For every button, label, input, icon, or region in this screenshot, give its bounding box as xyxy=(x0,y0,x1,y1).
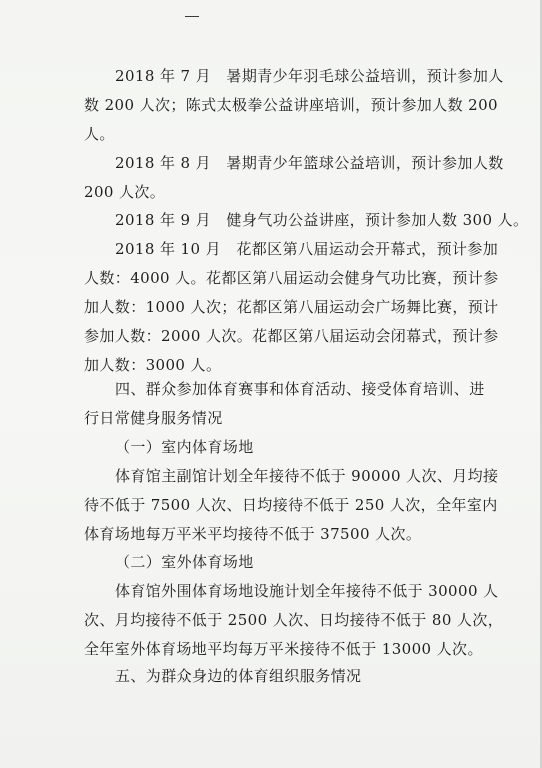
subheading-outdoor xyxy=(0,548,542,577)
paragraph-august xyxy=(0,149,542,207)
paragraph-july xyxy=(0,62,542,149)
text-line: 2018 年 7 月 暑期青少年羽毛球公益培训，预计参加人 xyxy=(115,67,504,85)
text-line: 体育馆主副馆计划全年接待不低于 90000 人次、月均接 xyxy=(115,467,499,485)
text-line: 200 人次。 xyxy=(84,183,166,201)
text-line: 数 200 人次；陈式太极拳公益讲座培训，预计参加人数 200 xyxy=(84,96,498,114)
section-heading-five xyxy=(0,662,542,691)
text-line: 加人数：3000 人。 xyxy=(84,356,222,374)
text-line: （二）室外体育场地 xyxy=(115,553,254,571)
text-line: （一）室内体育场地 xyxy=(115,438,254,456)
text-line: 全年室外体育场地平均每万平米接待不低于 13000 人次。 xyxy=(84,640,483,658)
paragraph-september xyxy=(0,206,542,235)
text-line: 2018 年 8 月 暑期青少年篮球公益培训，预计参加人数 xyxy=(115,154,504,172)
section-heading-four xyxy=(0,375,542,433)
text-line: 待不低于 7500 人次、日均接待不低于 250 人次，全年室内 xyxy=(84,496,498,514)
text-line: 2018 年 9 月 健身气功公益讲座，预计参加人数 300 人。 xyxy=(115,211,529,229)
paragraph-october xyxy=(0,235,542,380)
text-line: 体育馆外围体育场地设施计划全年接待不低于 30000 人 xyxy=(115,582,499,600)
text-line: 人。 xyxy=(84,125,115,143)
text-line: 2018 年 10 月 花都区第八届运动会开幕式，预计参加 xyxy=(115,240,499,258)
text-line: 参加人数：2000 人次。花都区第八届运动会闭幕式，预计参 xyxy=(84,327,499,345)
text-line: 体育场地每万平米平均接待不低于 37500 人次。 xyxy=(84,525,422,543)
text-line: 人数：4000 人。花都区第八届运动会健身气功比赛，预计参 xyxy=(84,269,499,287)
text-line: 行日常健身服务情况 xyxy=(84,409,223,427)
text-line: 加人数：1000 人次；花都区第八届运动会广场舞比赛，预计 xyxy=(84,298,499,316)
paragraph-outdoor xyxy=(0,577,542,664)
paragraph-indoor xyxy=(0,462,542,549)
text-line: 四、群众参加体育赛事和体育活动、接受体育培训、进 xyxy=(115,380,485,398)
page-mark xyxy=(185,16,199,17)
text-line: 次、月均接待不低于 2500 人次、日均接待不低于 80 人次， xyxy=(84,611,504,629)
subheading-indoor xyxy=(0,433,542,462)
text-line: 五、为群众身边的体育组织服务情况 xyxy=(115,667,362,685)
